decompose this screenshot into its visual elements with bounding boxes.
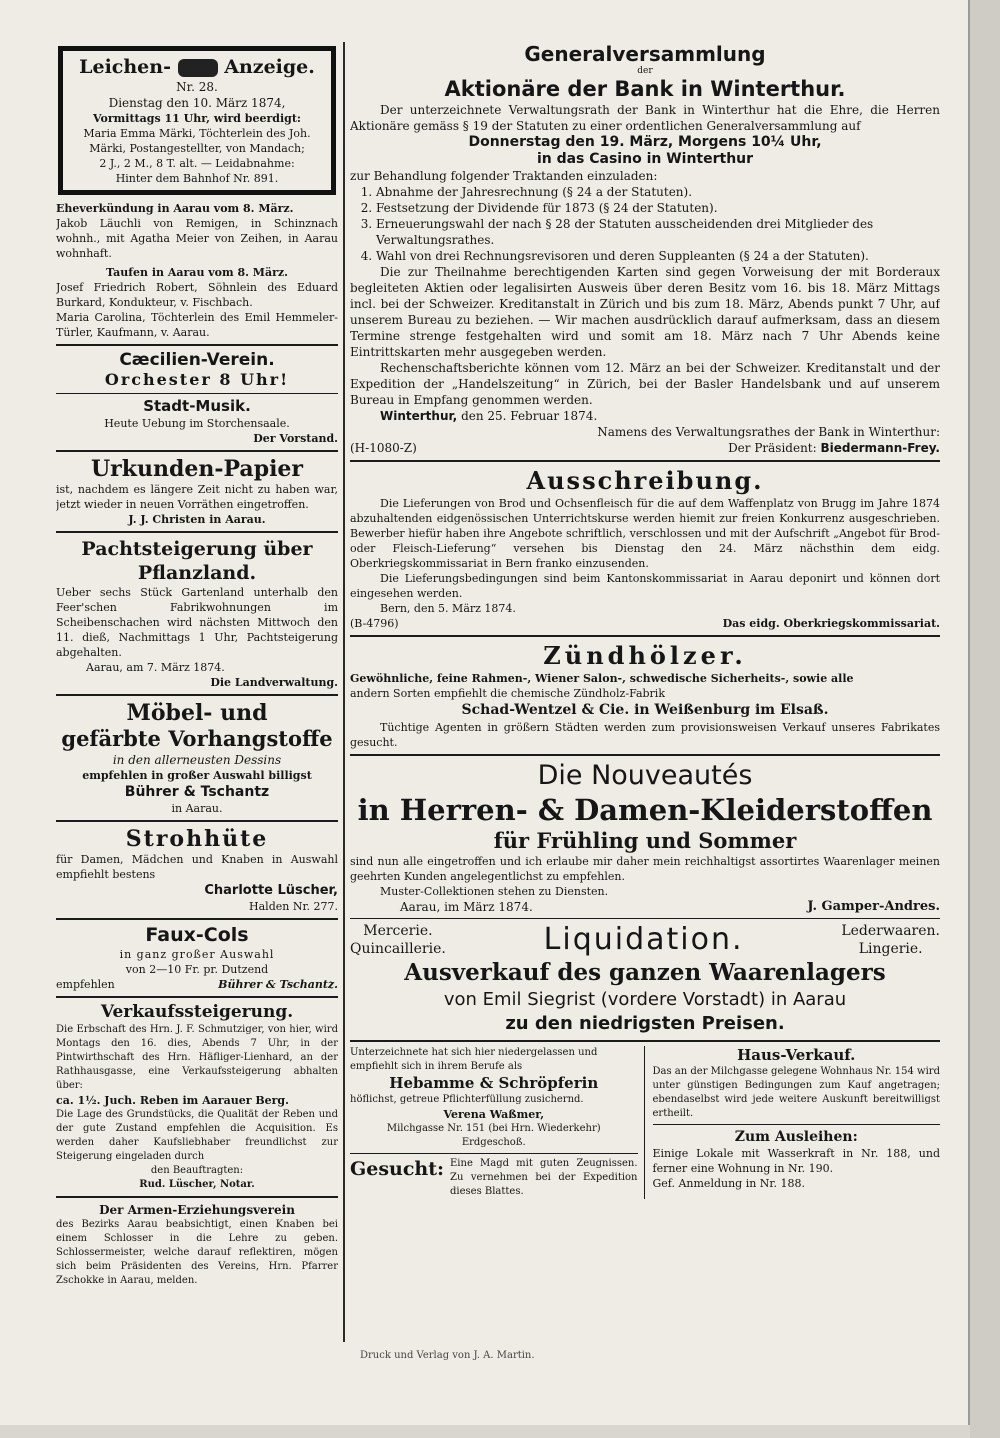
divider	[56, 820, 338, 822]
footer-imprint: Druck und Verlag von J. A. Martin.	[360, 1350, 535, 1361]
stroh-title: Strohhüte	[125, 826, 269, 852]
left-column	[56, 42, 338, 1342]
faux-title: Faux-Cols	[145, 924, 249, 946]
pacht-date: Aarau, am 7. März 1874.	[86, 661, 225, 674]
zund-line-2: andern Sorten empfiehlt die chemische Zündholz-Fabrik	[350, 687, 665, 700]
heb-floor: Erdgeschoß.	[461, 1137, 526, 1148]
divider	[350, 635, 940, 637]
divider	[56, 393, 338, 394]
divider	[56, 344, 338, 346]
leichen-anzeige	[58, 46, 336, 195]
urkunden-title: Urkunden-Papier	[90, 456, 304, 482]
nouv-sign: J. Gamper-Andres.	[807, 899, 940, 914]
divider	[56, 996, 338, 998]
gv-zur: zur Behandlung folgender Traktanden einzuladen:	[350, 169, 658, 183]
funeral-ornament-icon	[178, 59, 218, 77]
faux-line-3b: Bührer & Tschantz.	[218, 978, 338, 991]
liq-big: Ausverkauf des ganzen Waarenlagers	[404, 959, 886, 986]
divider	[56, 918, 338, 920]
liq-right-2: Lingerie.	[858, 941, 923, 957]
ausl-sign: Gef. Anmeldung in Nr. 188.	[652, 1177, 805, 1190]
divider	[56, 450, 338, 452]
zund-title: Zündhölzer.	[543, 641, 747, 670]
aus-title: Ausschreibung.	[526, 466, 764, 495]
ausl-title: Zum Ausleihen:	[734, 1129, 858, 1145]
verkauf-text-2: ca. 1½. Juch. Reben im Aarauer Berg.	[56, 1094, 289, 1107]
nouv-muster: Muster-Collektionen stehen zu Diensten.	[380, 885, 609, 898]
haus-title: Haus-Verkauf.	[737, 1046, 856, 1064]
taufen-text-1: Josef Friedrich Robert, Söhnlein des Eduard Burkard, Kondukteur, v. Fischbach.	[56, 281, 338, 309]
nouv-text: sind nun alle eingetroffen und ich erlaube mir daher mein reichhaltigst assortirtes Waarenlager meinen geehrten Kunden angelegentlichst zu empfehlen.	[350, 855, 940, 883]
gv-namens: Namens des Verwaltungsrathes der Bank in Winterthur:	[597, 425, 940, 439]
leichen-number: Nr. 28.	[176, 80, 218, 94]
moebel-line: empfehlen in großer Auswahl billigst	[82, 769, 312, 782]
gv-item: 3. Erneuerungswahl der nach § 28 der Statuten ausscheidenden drei Mitglieder des Verwaltungsrathes.	[376, 216, 940, 248]
leichen-line-3: Maria Emma Märki, Töchterlein des Joh.	[83, 127, 311, 140]
liq-left-1: Mercerie.	[363, 923, 433, 939]
verkauf-text-3: Die Lage des Grundstücks, die Qualität der Reben und der gute Zustand empfehlen die Acquisition. Es werden daher Kaufsliebhaber freundlichst zur Steigerung eingeladen durch	[56, 1109, 338, 1162]
zund-firm: Schad-Wentzel & Cie. in Weißenburg im Elsaß.	[461, 702, 829, 718]
gesucht-text: Eine Magd mit guten Zeugnissen. Zu vernehmen bei der Expedition dieses Blattes.	[450, 1158, 638, 1197]
caecilien-line: Orchester 8 Uhr!	[104, 370, 290, 389]
heb-text-1: Unterzeichnete hat sich hier niedergelassen und empfiehlt sich in ihrem Berufe als	[350, 1047, 598, 1072]
stadtmusik-title: Stadt-Musik.	[143, 397, 251, 415]
armen-title: Der Armen-Erziehungsverein	[99, 1203, 295, 1217]
moebel-firm: Bührer & Tschantz	[124, 784, 270, 800]
divider	[56, 1196, 338, 1198]
column-separator	[343, 42, 345, 1342]
nouv-date: Aarau, im März 1874.	[400, 900, 533, 914]
divider	[350, 1153, 638, 1154]
gv-p1: Die zur Theilnahme berechtigenden Karten sind gegen Vorweisung der mit Borderaux begleiteten Aktien oder legalisirten Ausweis über deren Besitz vom 16. bis 18. März Mittags incl. bei der Schweizer. Kreditanstalt in Zürich und bis zum 18. März, Abends punkt 7 Uhr, auf unserem Bureau zu beziehen. — Wir machen ausdrücklich darauf aufmerksam, dass an diesem Termine strenge festgehalten wird und somit am 18. März nach 7 Uhr Abends keine Eintrittskarten mehr ausgegeben werden.	[350, 265, 940, 359]
nouv-title-3: für Frühling und Sommer	[493, 828, 797, 853]
zund-line-1: Gewöhnliche, feine Rahmen-, Wiener Salon-, schwedische Sicherheits-, sowie alle	[350, 672, 854, 685]
liq-right-1: Lederwaaren.	[841, 923, 940, 939]
stadtmusik-sign: Der Vorstand.	[253, 432, 338, 445]
gv-items	[350, 184, 940, 264]
liq-left-2: Quincaillerie.	[350, 941, 446, 957]
aus-sign: Das eidg. Oberkriegskommissariat.	[722, 617, 940, 630]
ausl-text: Einige Lokale mit Wasserkraft in Nr. 188, und ferner eine Wohnung in Nr. 190.	[652, 1147, 940, 1175]
gv-intro: Der unterzeichnete Verwaltungsrath der Bank in Winterthur hat die Ehre, die Herren Aktionäre gemäss § 19 der Statuten zu einer ordentlichen Generalversammlung auf	[350, 103, 940, 133]
gv-praes: Der Präsident:	[728, 441, 817, 455]
pacht-text: Ueber sechs Stück Gartenland unterhalb den Feer'schen Fabrikwohnungen im Scheibenschachen wird nächsten Mittwoch den 11. dieß, Nachmittags 1 Uhr, Pachtsteigerung abgehalten.	[56, 586, 338, 659]
taufen-text-2: Maria Carolina, Töchterlein des Emil Hemmeler-Türler, Kaufmann, v. Aarau.	[56, 311, 338, 339]
gv-code: (H-1080-Z)	[350, 441, 417, 455]
leichen-line-5: 2 J., 2 M., 8 T. alt. — Leidabnahme:	[99, 157, 295, 170]
caecilien-title: Cæcilien-Verein.	[119, 350, 275, 370]
ehe-text: Jakob Läuchli von Remigen, in Schinznach wohnh., mit Agatha Meier von Zeihen, in Aarau wohnhaft.	[56, 217, 338, 260]
gesucht-title: Gesucht:	[350, 1158, 444, 1180]
liq-preis: zu den niedrigsten Preisen.	[505, 1013, 785, 1034]
nouv-title-2: in Herren- & Damen-Kleiderstoffen	[357, 793, 933, 827]
gv-item: 2. Festsetzung der Dividende für 1873 (§ 24 der Statuten).	[376, 200, 940, 216]
moebel-title-2: gefärbte Vorhangstoffe	[61, 726, 333, 751]
heb-addr: Milchgasse Nr. 151 (bei Hrn. Wiederkehr)	[386, 1123, 601, 1134]
armen-text: des Bezirks Aarau beabsichtigt, einen Knaben bei einem Schlosser in die Lehre zu geben. Schlossermeister, welche darauf reflektiren, mögen sich beim Präsidenten des Vereins, Hrn. Pfarrer Zschokke in Aarau, melden.	[56, 1219, 338, 1286]
moebel-place: in Aarau.	[171, 802, 223, 815]
aus-p1: Die Lieferungen von Brod und Ochsenfleisch für die auf dem Waffenplatz von Brugg im Jahre 1874 abzuhaltenden eidgenössischen Unterrichtskurse werden hiemit zur freien Konkurrenz ausgeschrieben. Bewerber hiefür haben ihre Angebote schriftlich, verschlossen und mit der Aufschrift „Angebot für Brod- oder Fleisch-Lieferung“ versehen bis Dienstag den 24. März nächsthin dem eidg. Oberkriegskommissariat in Bern franko einzusenden.	[350, 497, 940, 570]
stadtmusik-line: Heute Uebung im Storchensaale.	[104, 417, 290, 430]
right-column	[350, 42, 940, 1342]
gv-date-1: Donnerstag den 19. März, Morgens 10¼ Uhr,	[468, 134, 822, 150]
haus-text: Das an der Milchgasse gelegene Wohnhaus Nr. 154 wird unter günstigen Bedingungen zum Kauf angetragen; ebendaselbst wird jede weitere Auskunft bereitwilligst ertheilt.	[652, 1066, 940, 1119]
leichen-line-4: Märki, Postangestellter, von Mandach;	[89, 142, 305, 155]
heb-name: Verena Waßmer,	[443, 1108, 545, 1121]
aus-code: (B-4796)	[350, 617, 399, 630]
leichen-line-6: Hinter dem Bahnhof Nr. 891.	[115, 172, 279, 185]
divider	[350, 1040, 940, 1042]
leichen-title-b: Anzeige.	[224, 56, 315, 78]
divider	[56, 531, 338, 533]
pacht-title: Pachtsteigerung über Pflanzland.	[81, 538, 313, 584]
pacht-sign: Die Landverwaltung.	[210, 676, 338, 689]
heb-title: Hebamme & Schröpferin	[389, 1074, 599, 1092]
aus-p2: Die Lieferungsbedingungen sind beim Kantonskommissariat in Aarau deponirt und können dort eingesehen werden.	[350, 572, 940, 600]
moebel-sub: in den allerneusten Dessins	[112, 753, 282, 767]
taufen-title: Taufen in Aarau vom 8. März.	[106, 266, 288, 279]
divider	[350, 460, 940, 462]
gv-praes-name: Biedermann-Frey.	[820, 441, 940, 455]
moebel-title-1: Möbel- und	[126, 700, 268, 726]
ehe-title: Eheverkündung in Aarau vom 8. März.	[56, 202, 294, 215]
aus-date: Bern, den 5. März 1874.	[380, 602, 516, 615]
leichen-line-1: Dienstag den 10. März 1874,	[108, 96, 286, 110]
leichen-title-a: Leichen-	[79, 56, 171, 78]
gv-title-2: Aktionäre der Bank in Winterthur.	[444, 77, 846, 101]
gv-date-2: in das Casino in Winterthur	[536, 151, 754, 167]
liq-von: von Emil Siegrist (vordere Vorstadt) in Aarau	[443, 989, 847, 1010]
gv-der: der	[637, 66, 653, 76]
stroh-addr: Halden Nr. 277.	[249, 900, 338, 913]
gv-date: den 25. Februar 1874.	[461, 409, 598, 423]
zund-line-3: Tüchtige Agenten in größern Städten werden zum provisionsweisen Verkauf unseres Fabrikates gesucht.	[350, 721, 940, 749]
gv-item: 1. Abnahme der Jahresrechnung (§ 24 a der Statuten).	[376, 184, 940, 200]
faux-line-2: von 2—10 Fr. pr. Dutzend	[125, 963, 269, 976]
gv-item: 4. Wahl von drei Rechnungsrevisoren und deren Suppleanten (§ 24 a der Statuten).	[376, 248, 940, 264]
urkunden-text: ist, nachdem es längere Zeit nicht zu haben war, jetzt wieder in neuen Vorräthen eingetroffen.	[56, 483, 338, 511]
leichen-line-2: Vormittags 11 Uhr, wird beerdigt:	[92, 112, 301, 125]
divider	[350, 754, 940, 756]
verkauf-sign-2: Rud. Lüscher, Notar.	[139, 1179, 255, 1190]
heb-text-2: höflichst, getreue Pflichterfüllung zusichernd.	[350, 1094, 584, 1105]
divider	[350, 918, 940, 919]
verkauf-sign-1: den Beauftragten:	[150, 1165, 244, 1176]
gv-place: Winterthur,	[380, 409, 458, 423]
faux-line-3a: empfehlen	[56, 978, 115, 991]
nouv-title: Die Nouveautés	[537, 760, 753, 791]
verkauf-title: Verkaufssteigerung.	[100, 1002, 294, 1022]
urkunden-sign: J. J. Christen in Aarau.	[128, 513, 266, 526]
page-edge	[970, 0, 1000, 1438]
gv-title: Generalversammlung	[524, 42, 766, 66]
divider	[56, 694, 338, 696]
gv-p2: Rechenschaftsberichte können vom 12. März an bei der Schweizer. Kreditanstalt und der Expedition der „Handelszeitung“ in Zürich, bei der Basler Handelsbank und auf unserem Bureau in Empfang genommen werden.	[350, 361, 940, 407]
liq-title: Liquidation.	[543, 922, 744, 957]
faux-line-1: in ganz großer Auswahl	[119, 948, 275, 961]
stroh-text: für Damen, Mädchen und Knaben in Auswahl empfiehlt bestens	[56, 853, 338, 881]
divider	[653, 1124, 941, 1125]
stroh-name: Charlotte Lüscher,	[204, 883, 338, 898]
verkauf-text-1: Die Erbschaft des Hrn. J. F. Schmutziger, von hier, wird Montags den 16. dies, Abends 7 Uhr, in der Pintwirthschaft des Hrn. Häfliger-Lienhard, an der Rathhausgasse, eine Verkaufssteigerung abhalten über:	[56, 1024, 338, 1091]
